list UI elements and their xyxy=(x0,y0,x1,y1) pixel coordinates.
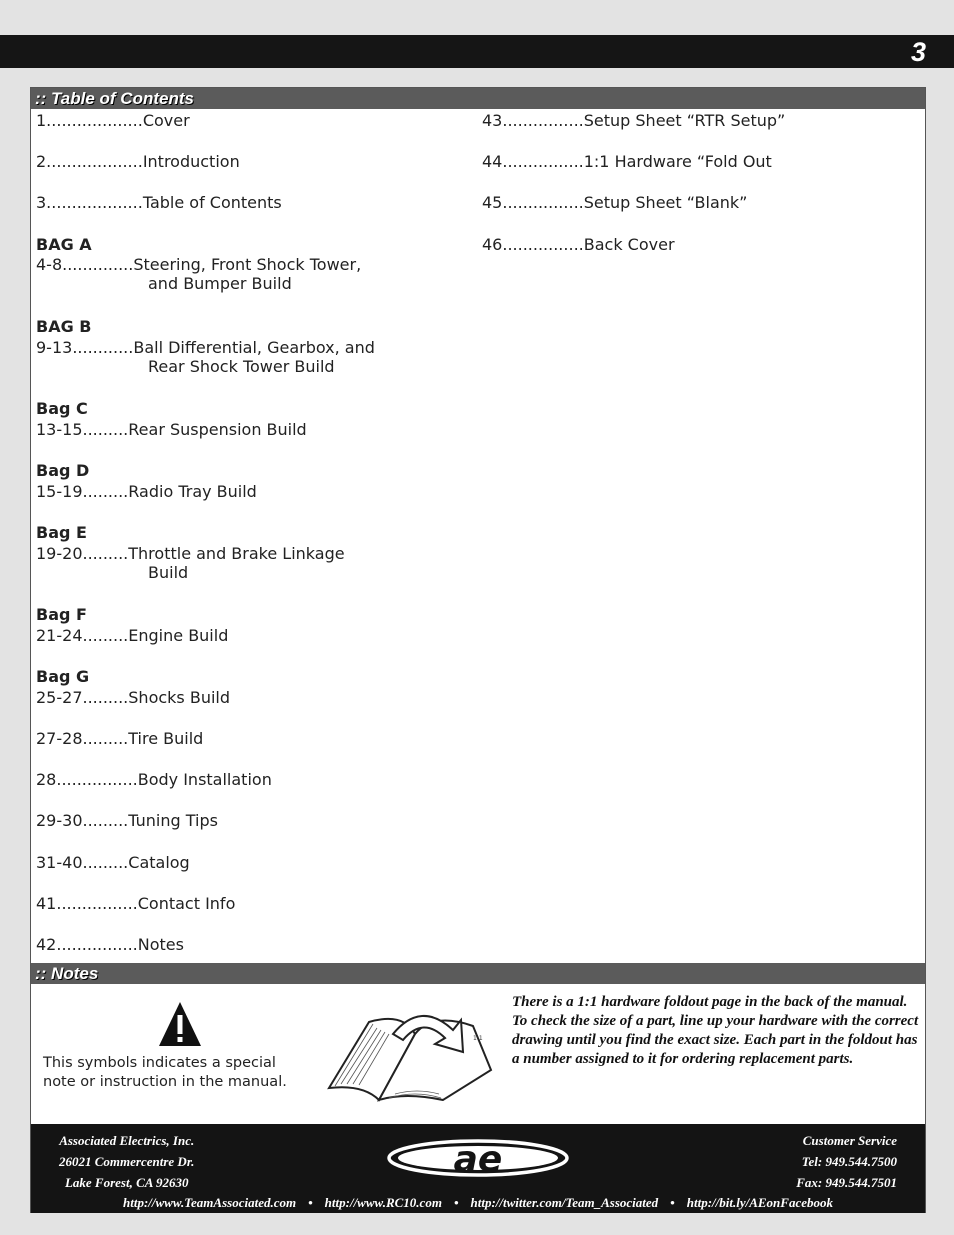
toc-bag-heading xyxy=(36,399,88,418)
toc-entry xyxy=(482,235,675,254)
toc-entry-text: 1...................Cover xyxy=(36,111,190,130)
toc-entry xyxy=(36,688,230,707)
address-line: 26021 Commercentre Dr. xyxy=(59,1154,195,1169)
header-bar xyxy=(0,35,954,68)
toc-entry xyxy=(36,853,190,872)
toc-entry-text: 19-20.........Throttle and Brake Linkage xyxy=(36,543,345,563)
footer xyxy=(31,1124,925,1213)
toc-entry xyxy=(36,811,218,830)
toc-entry xyxy=(482,111,785,130)
page-number: 3 xyxy=(910,37,926,67)
address-line: Associated Electrics, Inc. xyxy=(59,1133,195,1148)
toc-bag-heading xyxy=(36,235,92,254)
toc-entry-text: Bag E xyxy=(36,523,87,542)
toc-entry xyxy=(36,193,282,212)
logo-text: ae xyxy=(453,1139,503,1178)
toc-left-column xyxy=(36,109,476,969)
notes-heading: :: Notes xyxy=(35,964,99,983)
service-line: Customer Service xyxy=(802,1133,897,1148)
rc10-link[interactable]: http://www.RC10.com xyxy=(324,1195,442,1210)
toc-entry-text: 2...................Introduction xyxy=(36,152,240,172)
book-label: 1:1 xyxy=(473,1035,483,1042)
toc-heading-bar xyxy=(31,88,925,109)
toc-entry-text: Bag F xyxy=(36,605,87,625)
toc-entry-continuation: Build xyxy=(148,562,189,582)
toc-entry-text: 27-28.........Tire Build xyxy=(36,729,204,748)
customer-service xyxy=(796,1130,897,1193)
toc-right-column xyxy=(482,109,922,309)
foldout-note-text: There is a 1:1 hardware foldout page in the back of the manual. To check the size of a part, line up your hardware with the correct drawing until you find the exact size. Each part in the foldout has a number assigned to it for ordering replacement parts. xyxy=(512,994,919,1067)
toc-heading: :: Table of Contents xyxy=(35,89,194,108)
facebook-link[interactable]: http://bit.ly/AEonFacebook xyxy=(686,1195,833,1210)
toc-entry xyxy=(36,770,272,789)
toc-entry-text: 46................Back Cover xyxy=(482,234,675,254)
toc-entry-text: 25-27.........Shocks Build xyxy=(36,687,230,707)
toc-bag-heading xyxy=(36,523,87,542)
toc-entry-text: 31-40.........Catalog xyxy=(36,852,190,872)
warning-icon xyxy=(157,1000,203,1048)
toc-entry-continuation: Rear Shock Tower Build xyxy=(148,356,335,376)
toc-entry xyxy=(36,152,240,171)
notes-heading-bar xyxy=(31,963,925,984)
toc-entry-text: 44................1:1 Hardware “Fold Out xyxy=(482,152,772,172)
toc-entry xyxy=(36,420,307,439)
website-link[interactable]: http://www.TeamAssociated.com xyxy=(123,1195,297,1210)
twitter-link[interactable]: http://twitter.com/Team_Associated xyxy=(470,1195,659,1210)
toc-entry xyxy=(36,255,361,293)
toc-entry-text: 4-8..............Steering, Front Shock Tower, xyxy=(36,255,362,275)
toc-entry-text: 43................Setup Sheet “RTR Setup” xyxy=(482,111,786,130)
toc-entry-text: Bag D xyxy=(36,461,90,481)
toc-entry xyxy=(36,729,203,748)
address-line: Lake Forest, CA 92630 xyxy=(64,1175,189,1190)
toc-entry xyxy=(36,111,190,130)
toc-entry xyxy=(36,544,345,582)
ae-logo xyxy=(386,1138,571,1178)
toc-bag-heading xyxy=(36,667,89,686)
separator-dot: • xyxy=(308,1195,313,1210)
footer-links xyxy=(31,1195,925,1211)
warning-note-text: This symbols indicates a special note or instruction in the manual. xyxy=(43,1055,287,1090)
separator-dot: • xyxy=(670,1195,675,1210)
page-frame xyxy=(30,87,926,1213)
toc-entry-text: 9-13............Ball Differential, Gearbox, and xyxy=(36,337,375,357)
toc-entry xyxy=(36,626,228,645)
toc-entry-text: 41................Contact Info xyxy=(36,893,236,913)
toc-bag-heading xyxy=(36,605,87,624)
service-line: Fax: 949.544.7501 xyxy=(796,1175,897,1190)
company-address xyxy=(59,1130,194,1193)
toc-bag-heading xyxy=(36,461,89,480)
toc-entry xyxy=(482,152,772,171)
toc-entry xyxy=(36,338,375,376)
toc-entry-text: 15-19.........Radio Tray Build xyxy=(36,481,257,501)
toc-bag-heading xyxy=(36,317,91,336)
toc-entry-text: BAG A xyxy=(36,234,92,254)
toc-entry-text: 3...................Table of Contents xyxy=(36,193,282,213)
separator-dot: • xyxy=(453,1195,459,1210)
service-line: Tel: 949.544.7500 xyxy=(801,1154,897,1169)
toc-entry-text: 28................Body Installation xyxy=(36,770,272,790)
toc-entry xyxy=(36,935,184,954)
toc-entry-text: 42................Notes xyxy=(36,935,184,954)
toc-entry-text: 13-15.........Rear Suspension Build xyxy=(36,420,307,439)
toc-entry-text: Bag C xyxy=(36,399,88,419)
toc-entry-text: 45................Setup Sheet “Blank” xyxy=(482,193,748,213)
open-book-icon xyxy=(323,1000,503,1110)
toc-entry-text: Bag G xyxy=(36,667,90,687)
toc-entry xyxy=(36,482,257,501)
toc-entry xyxy=(36,894,235,913)
toc-entry xyxy=(482,193,747,212)
toc-entry-text: 21-24.........Engine Build xyxy=(36,626,229,645)
toc-entry-text: 29-30.........Tuning Tips xyxy=(36,811,218,831)
toc-entry-continuation: and Bumper Build xyxy=(148,274,292,294)
toc-entry-text: BAG B xyxy=(36,317,92,336)
